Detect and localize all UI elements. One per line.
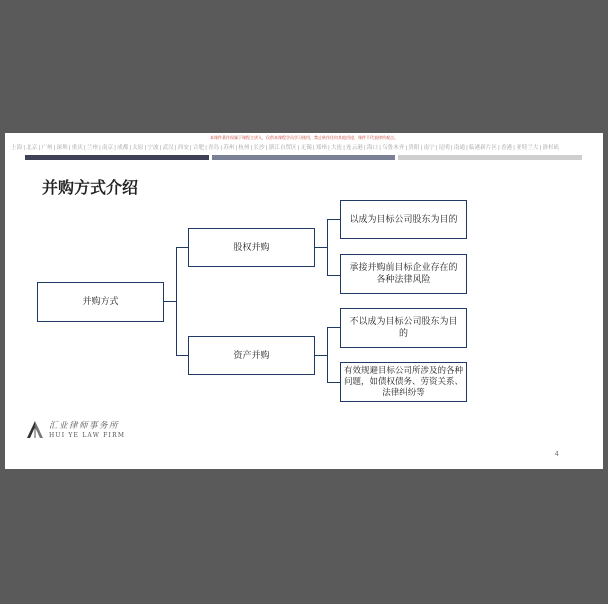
city-separator: | xyxy=(513,145,516,151)
city-separator: | xyxy=(539,145,542,151)
connector xyxy=(327,275,340,276)
city-separator: | xyxy=(144,145,147,151)
connector xyxy=(314,247,327,248)
city-separator: | xyxy=(83,145,86,151)
connector xyxy=(163,301,176,302)
logo-en-text: HUI YE LAW FIRM xyxy=(49,432,126,439)
branch-node-asset: 资产并购 xyxy=(188,336,315,375)
leaf-node: 有效规避目标公司所涉及的各种问题，如债权债务、劳资关系、法律纠纷等 xyxy=(340,362,467,402)
city-separator: | xyxy=(250,145,253,151)
page-number: 4 xyxy=(554,450,559,458)
leaf-node: 承接并购前目标企业存在的各种法律风险 xyxy=(340,254,467,294)
city-separator: | xyxy=(129,145,132,151)
header-bar-mid xyxy=(212,155,395,160)
connector xyxy=(327,327,328,382)
logo-cn-text: 汇业律师事务所 xyxy=(49,421,120,431)
city-item: 临港新片区 xyxy=(469,145,498,151)
root-node: 并购方式 xyxy=(37,282,164,322)
city-item: 杭州 xyxy=(238,145,250,151)
city-separator: | xyxy=(68,145,71,151)
city-item: 苏州 xyxy=(223,145,235,151)
leaf-node: 不以成为目标公司股东为目的 xyxy=(340,308,467,348)
leaf-node: 以成为目标公司股东为目的 xyxy=(340,200,467,239)
city-item: 西安 xyxy=(177,145,189,151)
city-item: 上海 xyxy=(11,145,23,151)
connector xyxy=(327,327,340,328)
city-item: 大连 xyxy=(330,145,343,151)
city-item: 洛杉矶 xyxy=(542,145,560,151)
connector xyxy=(327,219,328,275)
city-item: 武汉 xyxy=(162,145,174,151)
city-item: 重庆 xyxy=(71,145,83,151)
city-item: 亚特兰大 xyxy=(516,145,539,151)
connector xyxy=(314,355,327,356)
city-separator: | xyxy=(53,145,56,151)
connector xyxy=(327,382,340,383)
firm-logo-icon xyxy=(25,419,45,439)
city-item: 南通 xyxy=(453,145,466,151)
city-item: 无锡 xyxy=(300,145,312,151)
city-item: 连云港 xyxy=(346,145,363,151)
city-separator: | xyxy=(343,145,346,151)
branch-node-equity: 股权并购 xyxy=(188,228,315,267)
header-bar-dark xyxy=(25,155,209,160)
city-item: 海口 xyxy=(366,145,379,151)
city-separator: | xyxy=(220,145,223,151)
city-separator: | xyxy=(159,145,162,151)
city-item: 青岛 xyxy=(208,145,220,151)
city-separator: | xyxy=(297,145,300,151)
city-separator: | xyxy=(327,145,330,151)
city-separator: | xyxy=(114,145,117,151)
slide-title: 并购方式介绍 xyxy=(42,178,139,197)
city-separator: | xyxy=(205,145,208,151)
city-item: 兰州 xyxy=(86,145,98,151)
city-list xyxy=(11,143,599,151)
city-item: 太原 xyxy=(132,145,144,151)
city-item: 乌鲁木齐 xyxy=(382,145,405,151)
city-item: 郑州 xyxy=(315,145,327,151)
copyright-notice: 本课件著作权属于课程主讲人，仅供本课程学员学习使用，禁止转作任何其他用途，课件不代表律所观点。 xyxy=(210,135,398,140)
city-item: 长沙 xyxy=(253,145,265,151)
connector xyxy=(176,247,177,355)
city-item: 南宁 xyxy=(423,145,435,151)
city-item: 贵阳 xyxy=(408,145,420,151)
header-bar-light xyxy=(398,155,582,160)
city-separator: | xyxy=(450,145,453,151)
city-separator: | xyxy=(189,145,192,151)
city-item: 广州 xyxy=(41,145,53,151)
city-separator: | xyxy=(498,145,500,151)
city-item: 合肥 xyxy=(192,145,205,151)
slide xyxy=(5,133,603,469)
city-separator: | xyxy=(23,145,26,151)
city-separator: | xyxy=(420,145,423,151)
connector xyxy=(327,219,340,220)
city-separator: | xyxy=(435,145,438,151)
city-separator: | xyxy=(38,145,41,151)
city-item: 宁波 xyxy=(147,145,159,151)
city-item: 深圳 xyxy=(56,145,68,151)
city-separator: | xyxy=(405,145,408,151)
city-item: 香港 xyxy=(500,145,513,151)
city-separator: | xyxy=(235,145,238,151)
city-item: 浙江自贸区 xyxy=(268,145,297,151)
firm-logo xyxy=(25,419,125,439)
city-separator: | xyxy=(98,145,101,151)
city-separator: | xyxy=(363,145,366,151)
city-item: 成都 xyxy=(117,145,129,151)
city-separator: | xyxy=(265,145,268,151)
city-separator: | xyxy=(174,145,177,151)
city-separator: | xyxy=(312,145,315,151)
city-item: 昆明 xyxy=(438,145,450,151)
city-separator: | xyxy=(379,145,382,151)
city-item: 北京 xyxy=(26,145,38,151)
city-separator: | xyxy=(466,145,468,151)
city-item: 南京 xyxy=(101,145,114,151)
